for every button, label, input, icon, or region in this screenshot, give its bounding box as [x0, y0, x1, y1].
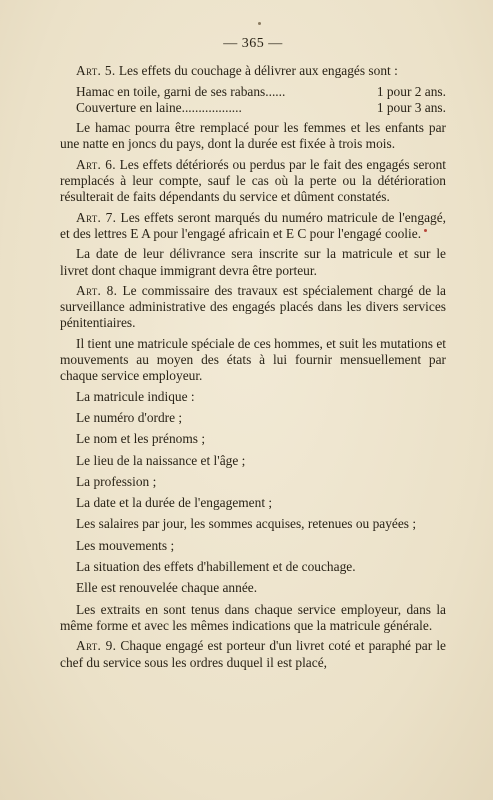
article-9: [60, 638, 446, 671]
paragraph: Le hamac pourra être remplacé pour les femmes et les enfants par une natte en joncs du pays, dont la durée est fixée à trois mois.: [60, 120, 446, 152]
article-label: Art. 7.: [76, 209, 117, 225]
article-text: Les effets détériorés ou perdus par le fait des engagés seront remplacés à leur compte, sauf le cas où la perte ou la détérioration résulterait de faits dépendants du service et dûment constatés.: [60, 156, 446, 205]
article-text: Les effets du couchage à délivrer aux engagés sont :: [118, 63, 398, 79]
paragraph: La date de leur délivrance sera inscrite sur la matricule et sur le livret dont chaque immigrant devra être porteur.: [60, 246, 446, 278]
bedding-item: Couverture en laine..................: [76, 99, 242, 115]
article-label: Art. 9.: [76, 638, 117, 654]
bedding-item-row: [60, 84, 446, 100]
article-text: Les effets seront marqués du numéro matricule de l'engagé, et des lettres E A pour l'engagé africain et E C pour l'engagé coolie.: [60, 209, 446, 241]
list-item: Le lieu de la naissance et l'âge ;: [76, 452, 246, 468]
article-8: [60, 283, 446, 332]
list-item: La situation des effets d'habillement et de couchage.: [76, 559, 356, 575]
article-6: [60, 157, 446, 206]
list-item: Le nom et les prénoms ;: [76, 431, 206, 447]
bedding-quantity: 1 pour 2 ans.: [376, 83, 446, 99]
article-label: Art. 8.: [76, 282, 118, 298]
article-text: Chaque engagé est porteur d'un livret coté et paraphé par le chef du service sous les ordres duquel il est placé,: [60, 638, 446, 670]
ink-speck: [258, 22, 261, 25]
article-7: [60, 210, 446, 243]
article-label: Art. 5.: [76, 63, 116, 79]
bedding-quantity: 1 pour 3 ans.: [376, 99, 446, 115]
list-intro: La matricule indique :: [76, 388, 195, 404]
article-label: Art. 6.: [76, 156, 116, 172]
list-item: La profession ;: [76, 473, 157, 489]
list-item: Les mouvements ;: [76, 537, 175, 553]
paragraph: Les extraits en sont tenus dans chaque service employeur, dans la même forme et avec les mêmes indications que la matricule générale.: [60, 601, 446, 633]
paragraph: Il tient une matricule spéciale de ces hommes, et suit les mutations et mouvements au moyen des états à lui fournir mensuellement par chaque service employeur.: [60, 335, 446, 384]
matricule-list: [60, 389, 446, 597]
bedding-item: Hamac en toile, garni de ses rabans......: [76, 83, 286, 99]
article-5: [60, 63, 446, 79]
bedding-item-row: [60, 100, 446, 116]
page-number: — 365 —: [223, 36, 283, 51]
list-item: Les salaires par jour, les sommes acquises, retenues ou payées ;: [76, 516, 417, 532]
list-item: La date et la durée de l'engagement ;: [76, 495, 273, 511]
document-page: [60, 36, 446, 675]
article-text: Le commissaire des travaux est spécialement chargé de la surveillance administrative des engagés placés dans les divers services pénitentiaires.: [60, 282, 446, 331]
list-item: Elle est renouvelée chaque année.: [76, 580, 258, 596]
list-item: Le numéro d'ordre ;: [76, 409, 183, 425]
